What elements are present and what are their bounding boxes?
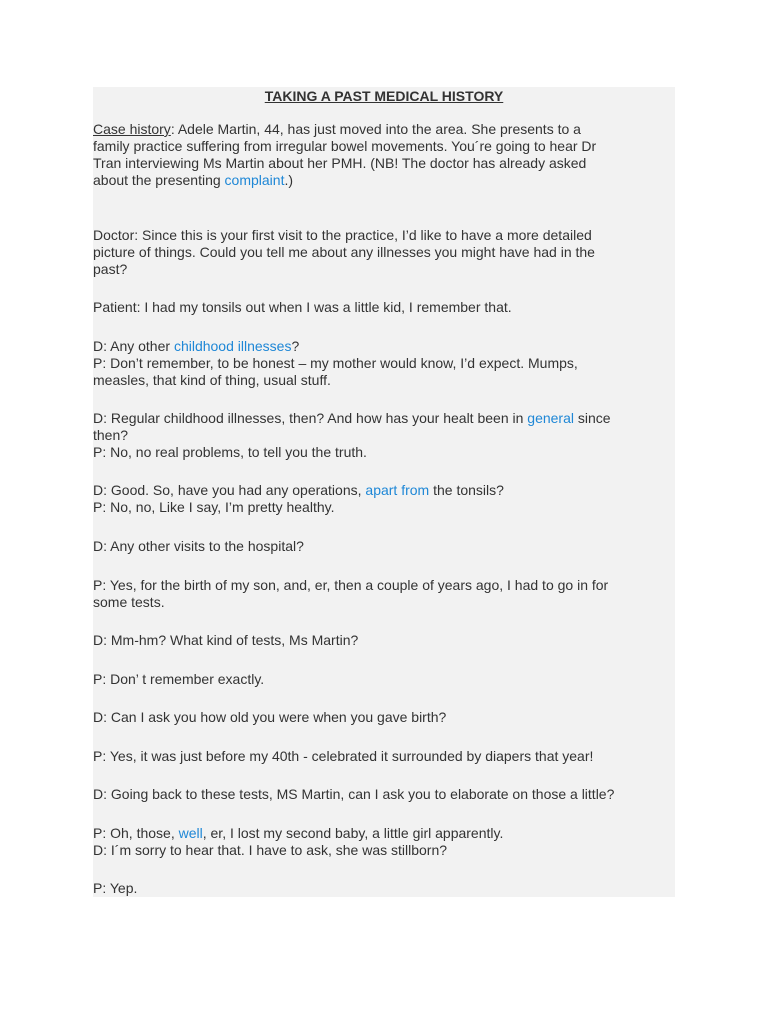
dialogue-paragraph: D: Mm-hm? What kind of tests, Ms Martin? <box>93 632 359 648</box>
document-title: TAKING A PAST MEDICAL HISTORY <box>264 88 504 104</box>
dialogue-paragraph: D: Regular childhood illnesses, then? And how has your healt been in general since then? P: No, no real problems, to tell you the truth. <box>93 410 611 460</box>
link-apart-from[interactable]: apart from <box>365 482 430 498</box>
dialogue-paragraph: D: Any other childhood illnesses? P: Don’t remember, to be honest – my mother would know, I’d expect. Mumps, measles, that kind of thing, usual stuff. <box>93 338 578 388</box>
case-history-line: about the presenting complaint.) <box>93 172 294 188</box>
document-panel <box>93 87 675 897</box>
dialogue-paragraph: D: Good. So, have you had any operations, apart from the tonsils? P: No, no, Like I say, I’m pretty healthy. <box>93 482 504 515</box>
dialogue-paragraph: D: Going back to these tests, MS Martin, can I ask you to elaborate on those a little? <box>93 786 615 802</box>
case-history-label: Case history <box>93 121 171 137</box>
case-history-paragraph <box>93 121 675 189</box>
dialogue-paragraph: P: Yes, for the birth of my son, and, er, then a couple of years ago, I had to go in for some tests. <box>93 577 609 610</box>
case-history-line: family practice suffering from irregular bowel movements. You´re going to hear Dr <box>93 138 597 154</box>
link-complaint[interactable]: complaint <box>224 172 285 188</box>
link-childhood-illnesses[interactable]: childhood illnesses <box>173 338 292 354</box>
link-well[interactable]: well <box>178 825 203 841</box>
link-general[interactable]: general <box>527 410 574 426</box>
dialogue-paragraph: P: Oh, those, well, er, I lost my second baby, a little girl apparently. D: I´m sorry to hear that. I have to ask, she was stillborn? <box>93 825 504 858</box>
case-history-line: Case history: Adele Martin, 44, has just moved into the area. She presents to a <box>93 121 581 137</box>
case-history-line: Tran interviewing Ms Martin about her PMH. (NB! The doctor has already asked <box>93 155 587 171</box>
dialogue-paragraph: Doctor: Since this is your first visit to the practice, I’d like to have a more detailed picture of things. Could you tell me about any illnesses you might have had in the past? <box>93 227 595 277</box>
dialogue-paragraph: D: Any other visits to the hospital? <box>93 538 304 554</box>
dialogue-paragraph: P: Don’ t remember exactly. <box>93 671 265 687</box>
dialogue-paragraph: Patient: I had my tonsils out when I was a little kid, I remember that. <box>93 299 512 315</box>
dialogue-paragraph: P: Yep. <box>93 880 138 896</box>
dialogue-paragraph: D: Can I ask you how old you were when you gave birth? <box>93 709 447 725</box>
dialogue-paragraph: P: Yes, it was just before my 40th - celebrated it surrounded by diapers that year! <box>93 748 594 764</box>
